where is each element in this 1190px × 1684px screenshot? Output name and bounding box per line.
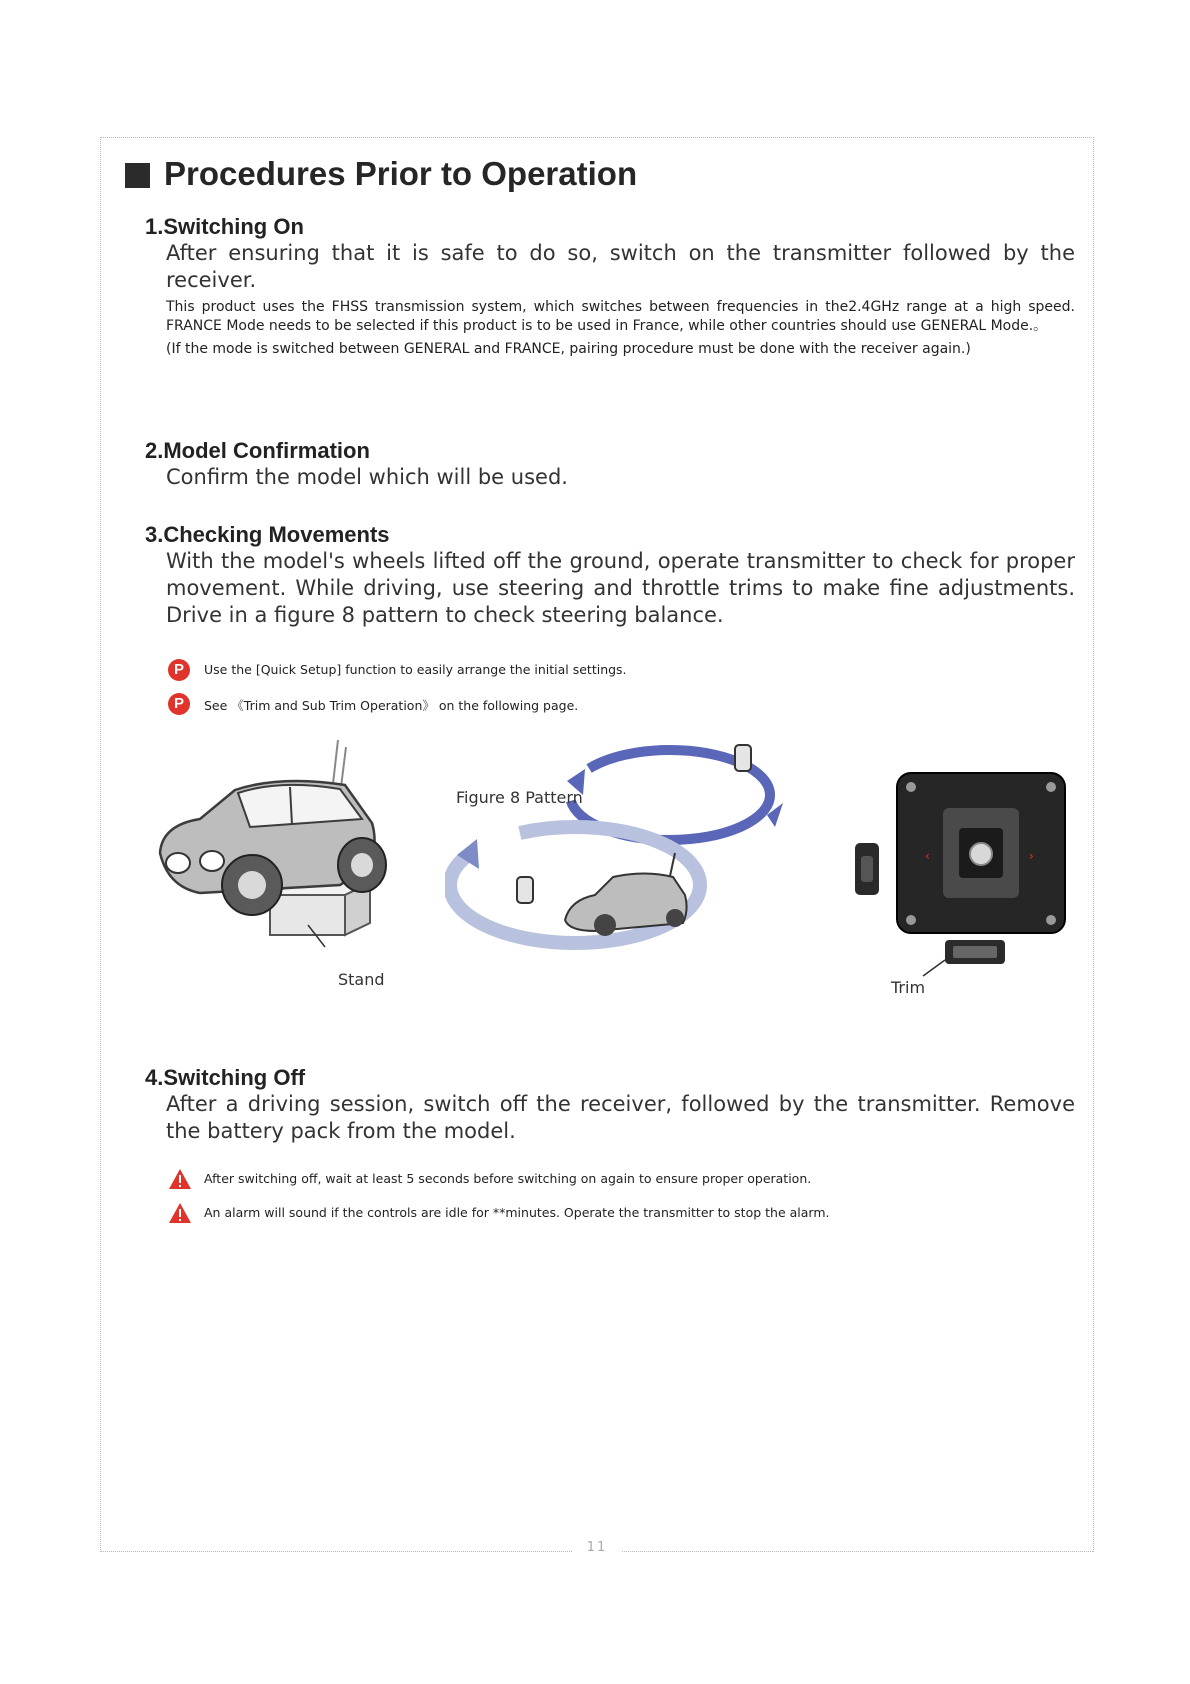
section-detail: This product uses the FHSS transmission system, which switches between frequencies in the2.4GHz range at a high speed. FRANCE Mode needs to be selected if this product is to be used in France, while other countries should use GENERAL Mode.。 — [166, 299, 1075, 334]
figure-8-pattern-label: Figure 8 Pattern — [456, 788, 583, 807]
point-badge-icon: P — [168, 659, 190, 681]
warning-text: An alarm will sound if the controls are idle for **minutes. Operate the transmitter to stop the alarm. — [204, 1205, 830, 1220]
figure-8-pattern-illustration — [445, 735, 825, 955]
section-heading: 2.Model Confirmation — [145, 438, 370, 463]
car-on-stand-illustration — [140, 735, 420, 955]
page-number: 11 — [586, 1540, 608, 1555]
section-body: Confirm the model which will be used. — [166, 465, 568, 489]
stand-label: Stand — [338, 970, 385, 989]
section-model-confirmation — [145, 438, 1075, 491]
section-heading: 4.Switching Off — [145, 1065, 306, 1090]
title-square-icon — [125, 163, 150, 188]
bottom-rule — [622, 1551, 1093, 1552]
bottom-rule — [100, 1551, 572, 1552]
section-body: With the model's wheels lifted off the ground, operate transmitter to check for proper movement. While driving, use steering and throttle trims to make fine adjustments. Drive in a figure 8 pattern to check steering balance. — [166, 549, 1075, 627]
section-body: After a driving session, switch off the receiver, followed by the transmitter. Remove the battery pack from the model. — [166, 1092, 1075, 1143]
svg-text:‹: ‹ — [925, 849, 930, 863]
trim-label: Trim — [891, 978, 926, 997]
section-heading: 1.Switching On — [145, 214, 304, 239]
tip-text: Use the [Quick Setup] function to easily arrange the initial settings. — [204, 662, 627, 677]
warning-icon — [168, 1168, 192, 1190]
section-detail-note: (If the mode is switched between GENERAL and FRANCE, pairing procedure must be done with the receiver again.) — [166, 341, 971, 357]
svg-text:›: › — [1029, 849, 1034, 863]
warning-text: After switching off, wait at least 5 seconds before switching on again to ensure proper operation. — [204, 1171, 812, 1186]
point-badge-icon: P — [168, 693, 190, 715]
page-title: Procedures Prior to Operation — [164, 155, 638, 192]
section-switching-off — [145, 1065, 1075, 1145]
section-body: After ensuring that it is safe to do so, switch on the transmitter followed by the receiver. — [166, 241, 1075, 292]
section-switching-on — [145, 214, 1075, 359]
transmitter-trim-illustration — [855, 770, 1070, 980]
section-heading: 3.Checking Movements — [145, 522, 390, 547]
warning-icon — [168, 1202, 192, 1224]
tip-text: See 《Trim and Sub Trim Operation》 on the following page. — [204, 698, 579, 713]
section-checking-movements — [145, 522, 1075, 629]
